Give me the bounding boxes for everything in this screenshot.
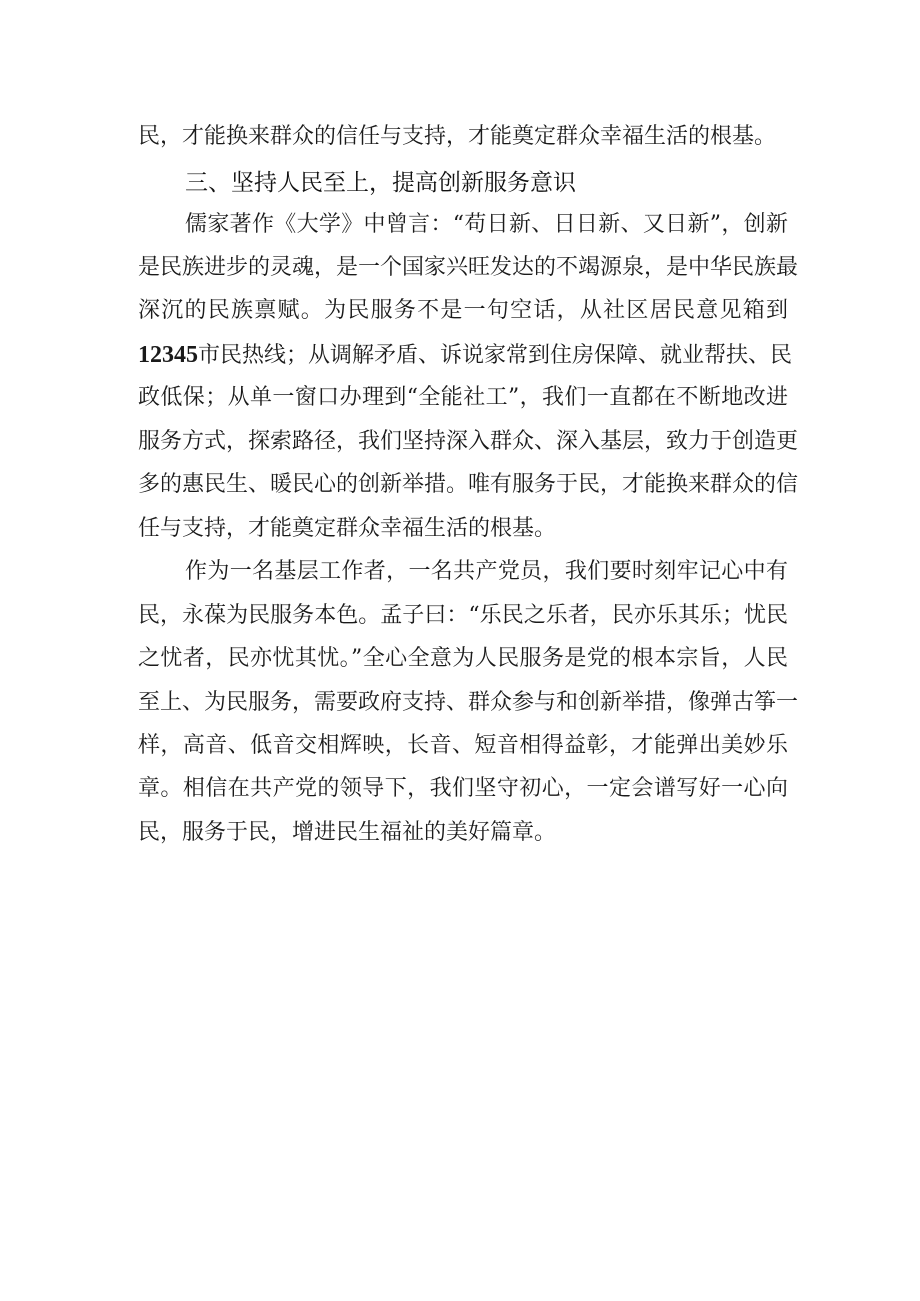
paragraph-line: 民，服务于民，增进民生福祉的美好篇章。 [138, 820, 557, 845]
paragraph-line: 民，永葆为民服务本色。孟子曰：“乐民之乐者，民亦乐其乐；忧民 [138, 603, 788, 628]
section-heading: 三、坚持人民至上，提高创新服务意识 [185, 170, 576, 196]
paragraph-line-text: 市民热线；从调解矛盾、诉说家常到住房保障、就业帮扶、民 [198, 343, 793, 368]
paragraph-line: 多的惠民生、暖民心的创新举措。唯有服务于民，才能换来群众的信 [138, 472, 799, 497]
paragraph-line: 是民族进步的灵魂，是一个国家兴旺发达的不竭源泉，是中华民族最 [138, 255, 799, 280]
paragraph-line: 儒家著作《大学》中曾言：“苟日新、日日新、又日新”，创新 [185, 212, 788, 237]
paragraph-line: 章。相信在共产党的领导下，我们坚守初心，一定会谱写好一心向 [138, 776, 788, 801]
paragraph-line: 深沉的民族禀赋。为民服务不是一句空话，从社区居民意见箱到 [138, 298, 788, 323]
paragraph-line: 任与支持，才能奠定群众幸福生活的根基。 [138, 516, 557, 541]
paragraph-line: 政低保；从单一窗口办理到“全能社工”，我们一直都在不断地改进 [138, 385, 788, 410]
paragraph-line: 至上、为民服务，需要政府支持、群众参与和创新举措，像弹古筝一 [138, 690, 799, 715]
paragraph-line: 之忧者，民亦忧其忧。”全心全意为人民服务是党的根本宗旨，人民 [138, 646, 788, 671]
intro-line: 民，才能换来群众的信任与支持，才能奠定群众幸福生活的根基。 [138, 124, 777, 149]
paragraph-line: 样，高音、低音交相辉映，长音、短音相得益彰，才能弹出美妙乐 [138, 733, 788, 758]
paragraph-line [138, 335, 793, 375]
paragraph-line: 作为一名基层工作者，一名共产党员，我们要时刻牢记心中有 [185, 559, 788, 584]
hotline-number: 12345 [138, 342, 198, 368]
paragraph-line: 服务方式，探索路径，我们坚持深入群众、深入基层，致力于创造更 [138, 429, 799, 454]
